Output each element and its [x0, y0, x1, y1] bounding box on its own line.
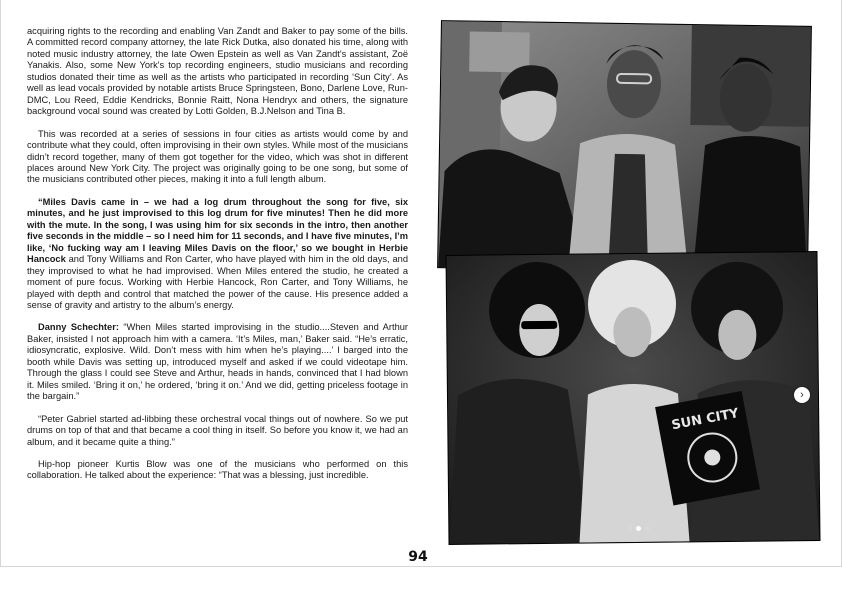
- photo-sun-city-group-image: [447, 252, 820, 544]
- carousel-dots: [627, 526, 650, 531]
- album-cover-title: SUN CITY: [670, 406, 741, 434]
- paragraph-5: “Peter Gabriel started ad-libbing these orchestral vocal things out of nowhere. So we put drums on top of that and that became a cool thing in itself. So before you know it, we had an album, and it became quite a thing.”: [27, 413, 408, 447]
- paragraph-1: acquiring rights to the recording and enabling Van Zandt and Baker to pay some of the bills. A committed record company attorney, the late Rick Dutka, also donated his time, along with noted music industry attorney, the late Owen Epstein as well as Van Zandt's assistant, Zoë Yanakis. Also, some New York's top recording engineers, studio musicians and recording studios donated their time as well as the artists who participated in recording ‘Sun City’. As well as lead vocals provided by notable artists Bruce Springsteen, Bono, Darlene Love, Run-DMC, Lou Reed, Eddie Kendricks, Bonnie Raitt, Nona Hendryx and others, the signature background vocal sound was created by Lotti Golden, B.J.Nelson and Tina B.: [27, 26, 408, 117]
- schechter-quote: “When Miles started improvising in the studio....Steven and Arthur Baker, insisted I not approach him with a camera. ‘It’s Miles, man,’ Baker said. “He’s erratic, idiosyncratic, explosive. Wild. Don’t mess with him when he’s playing....’ I barged into the booth while Davis was setting up, introduced myself and asked if we could videotape him. Through the glass I could see Steve and Arthur, heads in hands, convinced that I had blown it. Miles smiled. ‘Bring it on,’ he ordered, ‘bring it on.’ And we did, getting priceless footage in the bargain.”: [27, 322, 409, 402]
- carousel-dot[interactable]: [645, 526, 650, 531]
- page-number: 94: [408, 549, 428, 565]
- photo-three-men-image: [438, 21, 811, 273]
- article-text: [27, 26, 408, 493]
- miles-quote-rest: and Tony Williams and Ron Carter, who have played with him in the old days, and they improvised to what he had improvised. When Miles entered the studio, he created a moment of pure focus. Working with Herbie Hancock, Ron Carter, and Tony Williams, he played with depth and control that matched the power of the cause. His presence added a sense of gravity and artistry to the album’s energy.: [27, 254, 408, 310]
- paragraph-3: [27, 197, 408, 312]
- paragraph-4: [27, 322, 408, 402]
- carousel-dot[interactable]: [627, 526, 632, 531]
- photo-sun-city-group: [447, 252, 820, 544]
- carousel-dot-active[interactable]: [636, 526, 641, 531]
- miles-quote-bold: “Miles Davis came in – we had a log drum throughout the song for five, six minutes, and he just improvised to this log drum for five minutes! Then he did more with the mute. In the song, I was using him for six seconds in the intro, then another five seconds in the middle – so I need him for 11 seconds, and I have five minutes, I’m like, ‘No fucking way am I leaving Miles Davis on the floor,’ so we bought in Herbie Hancock: [27, 196, 408, 265]
- carousel-next-button[interactable]: ›: [794, 387, 810, 403]
- photo-three-men: [438, 21, 811, 273]
- paragraph-6: Hip-hop pioneer Kurtis Blow was one of the musicians who performed on this collaboration. He talked about the experience: “That was a blessing, just incredible.: [27, 458, 408, 481]
- speaker-name: Danny Schechter:: [38, 322, 119, 333]
- paragraph-2: This was recorded at a series of sessions in four cities as artists would come by and contribute what they could, often improvising in their own styles. While most of the musicians didn’t record together, many of them got together for the video, which was shot in different places around New York City. The project was originally going to be one song, but some of the musicians contributed other pieces, making it into a full length album.: [27, 128, 408, 185]
